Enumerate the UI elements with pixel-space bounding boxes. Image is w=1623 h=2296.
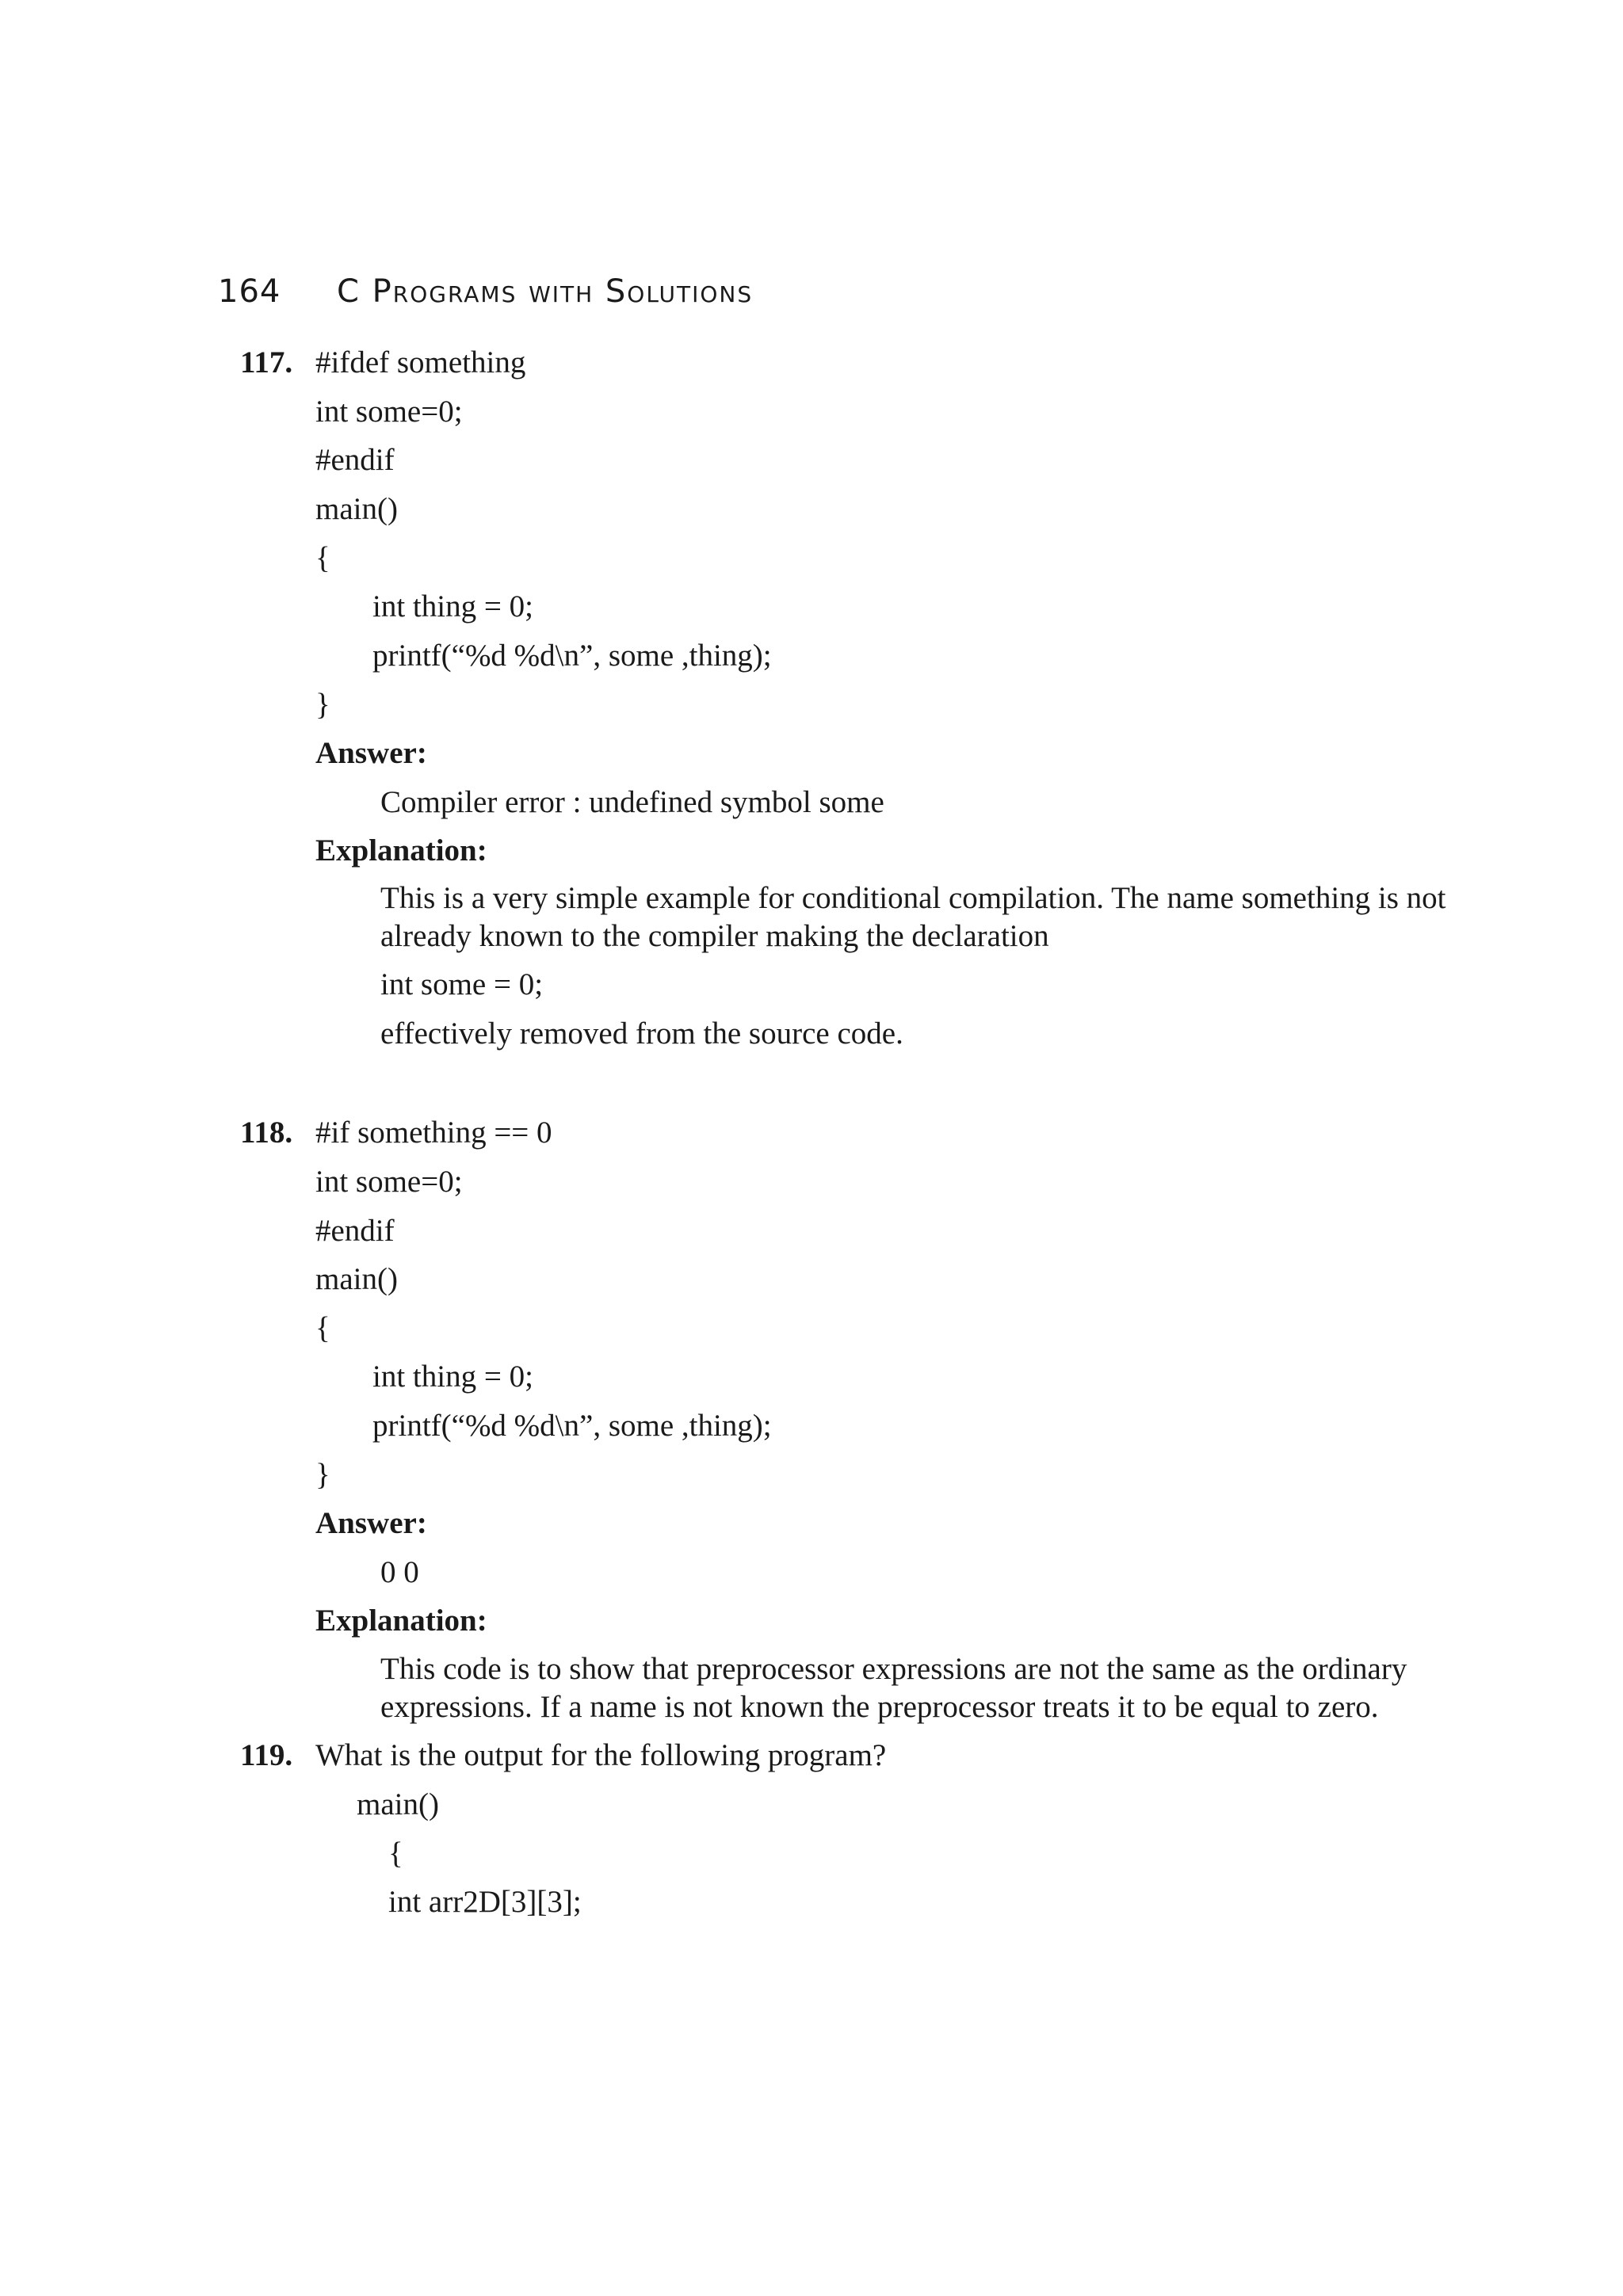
code-line: printf(“%d %d\n”, some ,thing); (372, 639, 772, 673)
explanation-tail: effectively removed from the source code. (380, 1016, 903, 1051)
explanation-line: expressions. If a name is not known the preprocessor treats it to be equal to zero. (380, 1690, 1379, 1724)
answer-text: Compiler error : undefined symbol some (380, 785, 884, 819)
code-line: #ifdef something (315, 345, 526, 379)
explanation-heading: Explanation: (315, 833, 487, 868)
code-line: int thing = 0; (372, 1360, 533, 1394)
explanation-line: already known to the compiler making the declaration (380, 919, 1049, 953)
question-text: What is the output for the following program? (315, 1738, 887, 1772)
explanation-heading: Explanation: (315, 1604, 487, 1638)
explanation-paragraph (380, 879, 1446, 955)
code-line: #if something == 0 (315, 1116, 552, 1150)
code-line: main() (357, 1787, 439, 1821)
answer-text: 0 0 (380, 1555, 419, 1589)
code-line: int some=0; (315, 1165, 463, 1199)
page-number: 164 (218, 273, 281, 310)
question-number-117: 117. (240, 345, 293, 379)
code-line: #endif (315, 1214, 395, 1248)
code-line: { (315, 541, 330, 575)
code-line: } (315, 1458, 330, 1492)
question-number-118: 118. (240, 1116, 293, 1150)
question-number-119: 119. (240, 1738, 293, 1772)
code-line: printf(“%d %d\n”, some ,thing); (372, 1409, 772, 1443)
code-line: { (315, 1311, 330, 1345)
code-line: #endif (315, 443, 395, 477)
code-line: { (388, 1836, 403, 1871)
code-line: int arr2D[3][3]; (388, 1885, 582, 1919)
answer-heading: Answer: (315, 736, 427, 770)
explanation-line: This code is to show that preprocessor expressions are not the same as the ordinary (380, 1652, 1407, 1686)
explanation-code: int some = 0; (380, 967, 544, 1001)
code-line: } (315, 688, 330, 722)
book-title: C Programs with Solutions (337, 273, 754, 310)
explanation-line: This is a very simple example for conditional compilation. The name something is not (380, 881, 1446, 915)
code-line: int thing = 0; (372, 589, 533, 624)
code-line: main() (315, 1262, 398, 1296)
running-header (218, 273, 753, 310)
explanation-paragraph (380, 1650, 1407, 1726)
answer-heading: Answer: (315, 1506, 427, 1540)
code-line: main() (315, 492, 398, 526)
code-line: int some=0; (315, 395, 463, 429)
